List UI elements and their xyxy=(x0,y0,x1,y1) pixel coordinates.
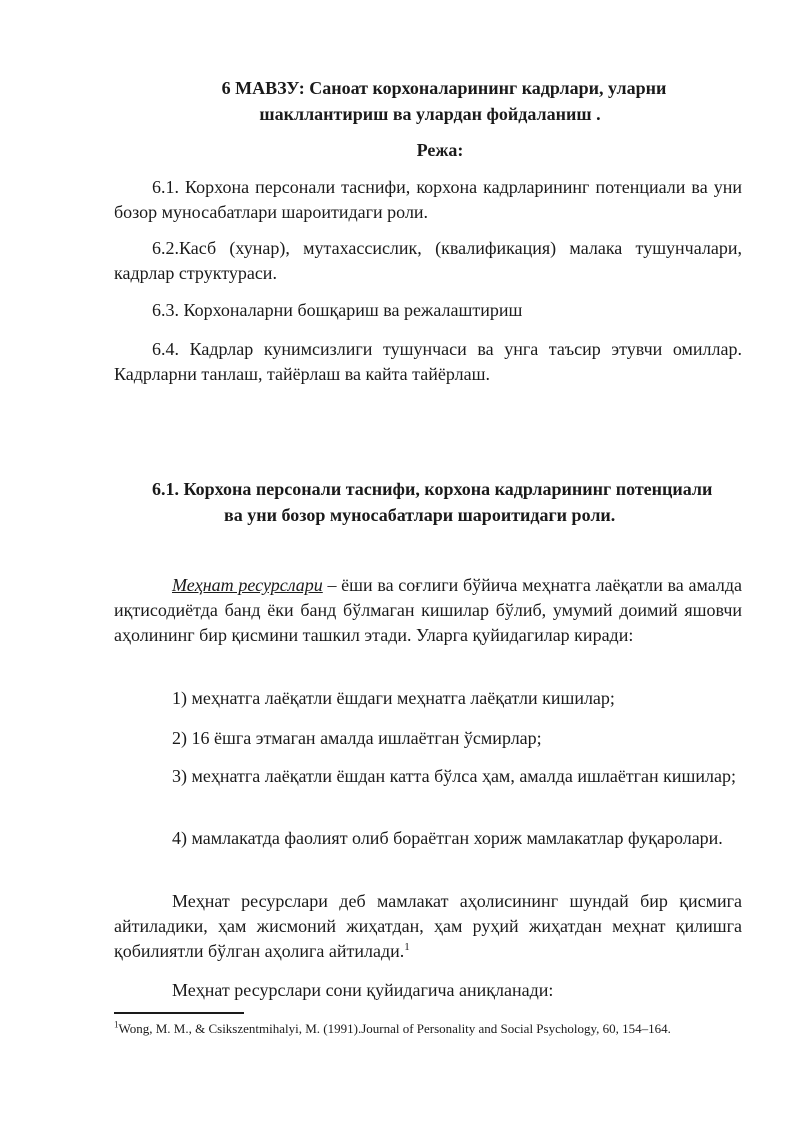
topic-title xyxy=(114,75,742,127)
list-item: 3) меҳнатга лаёқатли ёшдан катта бўлса ҳам, амалда ишлаётган кишилар; xyxy=(172,766,737,786)
body-paragraph: Меҳнат ресурслари сони қуйидагича аниқланади: xyxy=(172,980,554,1000)
section-title xyxy=(114,476,742,528)
footnote xyxy=(114,1019,742,1038)
plan-item: 6.1. Корхона персонали таснифи, корхона кадрларининг потенциали ва уни бозор муносабатлари шароитидаги роли. xyxy=(114,177,742,222)
footnote-marker: 1 xyxy=(114,1019,119,1030)
section-title-line-2: ва уни бозор муносабатлари шароитидаги роли. xyxy=(224,505,616,525)
defined-term: Меҳнат ресурслари xyxy=(172,575,323,595)
body-paragraph xyxy=(114,889,742,964)
footnote-reference[interactable]: 1 xyxy=(404,941,410,953)
footnote-separator xyxy=(114,1012,244,1014)
plan-heading: Режа: xyxy=(416,140,464,160)
plan-item: 6.3. Корхоналарни бошқариш ва режалаштириш xyxy=(152,300,523,320)
body-paragraph-definition xyxy=(114,573,742,648)
footnote-text: Wong, M. M., & Csikszentmihalyi, M. (1991).Journal of Personality and Social Psychology, 60, 154–164. xyxy=(118,1021,671,1036)
list-item: 2) 16 ёшга этмаган амалда ишлаётган ўсмирлар; xyxy=(172,728,542,748)
topic-title-line-1: 6 МАВЗУ: Саноат корхоналарининг кадрлари, уларни xyxy=(221,78,667,98)
topic-title-line-2: шакллантириш ва улардан фойдаланиш . xyxy=(259,104,601,124)
plan-item: 6.4. Кадрлар кунимсизлиги тушунчаси ва унга таъсир этувчи омиллар. Кадрларни танлаш, тайёрлаш ва кайта тайёрлаш. xyxy=(114,339,742,384)
list-item: 1) меҳнатга лаёқатли ёшдаги меҳнатга лаёқатли кишилар; xyxy=(172,688,615,708)
body-paragraph-text: Меҳнат ресурслари деб мамлакат аҳолисининг шундай бир қисмига айтиладики, ҳам жисмоний жиҳатдан, ҳам руҳий жиҳатдан меҳнат қилишга қобилиятли бўлган аҳолига айтилади. xyxy=(114,891,742,961)
section-title-line-1: 6.1. Корхона персонали таснифи, корхона кадрларининг потенциали xyxy=(152,479,713,499)
list-item: 4) мамлакатда фаолият олиб бораётган хориж мамлакатлар фуқаролари. xyxy=(172,828,723,848)
definition-text: – ёши ва соғлиги бўйича меҳнатга лаёқатли ва амалда иқтисодиётда банд ёки банд бўлмаган кишилар бўлиб, умумий доимий яшовчи аҳолининг бир қисмини ташкил этади. Уларга қуйидагилар киради: xyxy=(114,575,742,645)
plan-item: 6.2.Касб (хунар), мутахассислик, (квалификация) малака тушунчалари, кадрлар структураси. xyxy=(114,238,742,283)
